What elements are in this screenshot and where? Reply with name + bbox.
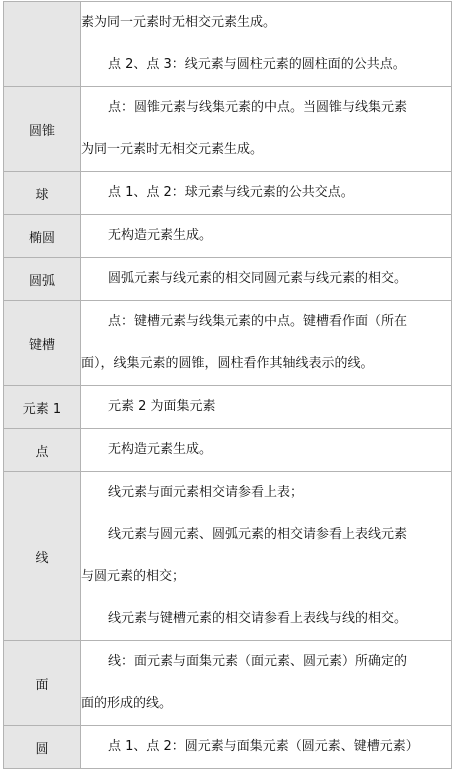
- content-line: 点：圆锥元素与线集元素的中点。当圆锥与线集元素: [108, 100, 408, 115]
- row-label: [4, 2, 81, 87]
- row-label: 点: [4, 429, 81, 472]
- table-body: [4, 2, 452, 769]
- row-label: 圆: [4, 726, 81, 769]
- table-row: [4, 726, 452, 769]
- row-content: [81, 641, 452, 726]
- row-content: [81, 386, 452, 429]
- table-row: [4, 472, 452, 641]
- row-content: [81, 172, 452, 215]
- content-line: 元素 2 为面集元素: [108, 399, 216, 414]
- content-line: 素为同一元素时无相交元素生成。: [81, 15, 277, 30]
- content-line: 线元素与面元素相交请参看上表；: [108, 485, 304, 500]
- row-content: [81, 301, 452, 386]
- content-line: 圆弧元素与线元素的相交同圆元素与线元素的相交。: [108, 271, 408, 286]
- content-line: 点 1、点 2：圆元素与面集元素（圆元素、键槽元素）: [108, 739, 419, 754]
- row-content: [81, 258, 452, 301]
- table-row: [4, 2, 452, 87]
- content-line: 线：面元素与面集元素（面元素、圆元素）所确定的: [108, 654, 408, 669]
- content-line: 为同一元素时无相交元素生成。: [81, 142, 264, 157]
- row-label: 键槽: [4, 301, 81, 386]
- content-line: 点 1、点 2：球元素与线元素的公共交点。: [108, 185, 354, 200]
- content-line: 线元素与键槽元素的相交请参看上表线与线的相交。: [108, 611, 408, 626]
- row-label: 线: [4, 472, 81, 641]
- row-label: 面: [4, 641, 81, 726]
- row-label: 圆弧: [4, 258, 81, 301]
- row-label: 元素 1: [4, 386, 81, 429]
- content-line: 面），线集元素的圆锥，圆柱看作其轴线表示的线。: [81, 356, 374, 371]
- row-label: 球: [4, 172, 81, 215]
- content-line: 点 2、点 3：线元素与圆柱元素的圆柱面的公共点。: [108, 57, 406, 72]
- content-line: 面的形成的线。: [81, 696, 173, 711]
- content-line: 无构造元素生成。: [108, 442, 213, 457]
- row-label: 圆锥: [4, 87, 81, 172]
- content-line: 无构造元素生成。: [108, 228, 213, 243]
- table-row: [4, 172, 452, 215]
- row-content: [81, 87, 452, 172]
- table-row: [4, 386, 452, 429]
- table-row: [4, 301, 452, 386]
- table-row: [4, 641, 452, 726]
- table-row: [4, 87, 452, 172]
- row-content: [81, 726, 452, 769]
- table-row: [4, 215, 452, 258]
- table-row: [4, 429, 452, 472]
- row-content: [81, 215, 452, 258]
- row-content: [81, 472, 452, 641]
- row-label: 椭圆: [4, 215, 81, 258]
- row-content: [81, 2, 452, 87]
- row-content: [81, 429, 452, 472]
- content-line: 点：键槽元素与线集元素的中点。键槽看作面（所在: [108, 314, 408, 329]
- content-line: 线元素与圆元素、圆弧元素的相交请参看上表线元素: [108, 527, 408, 542]
- table-row: [4, 258, 452, 301]
- element-intersection-table: [3, 1, 452, 769]
- content-line: 与圆元素的相交；: [81, 569, 186, 584]
